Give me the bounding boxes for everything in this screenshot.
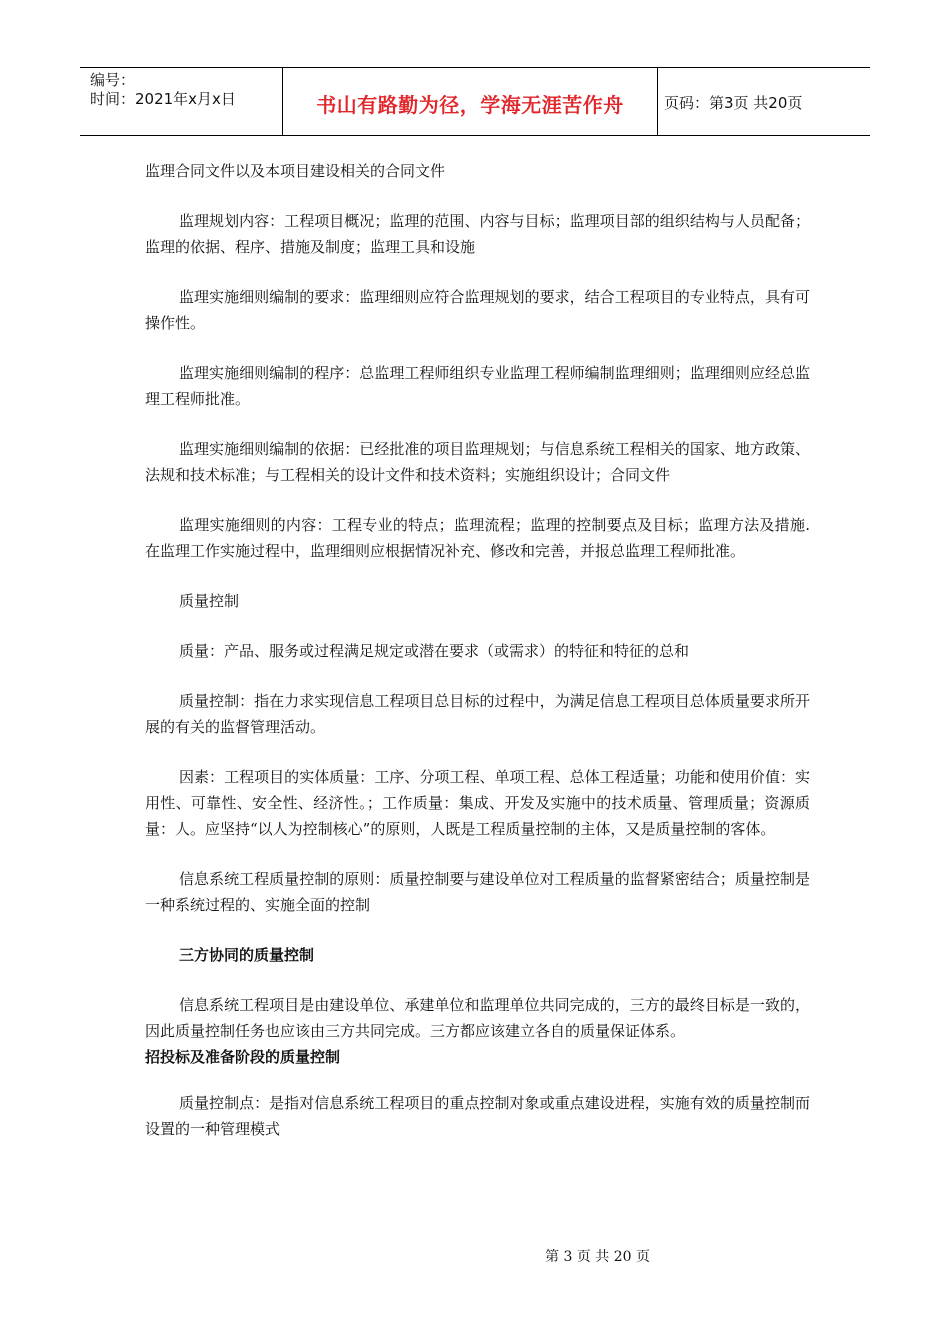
paragraph: 质量控制点：是指对信息系统工程项目的重点控制对象或重点建设进程，实施有效的质量控制而设置的一种管理模式 [145, 1094, 810, 1138]
paragraph: 信息系统工程质量控制的原则：质量控制要与建设单位对工程质量的监督紧密结合；质量控制是一种系统过程的、实施全面的控制 [145, 870, 810, 914]
page-footer: 第 3 页 共 20 页 [545, 1249, 650, 1265]
document-number-label: 编号： [90, 71, 136, 89]
section-heading: 招投标及准备阶段的质量控制 [145, 1048, 341, 1066]
section-heading: 三方协同的质量控制 [179, 946, 315, 964]
paragraph: 监理实施细则编制的程序：总监理工程师组织专业监理工程师编制监理细则；监理细则应经总监理工程师批准。 [145, 364, 810, 408]
section-title: 质量控制 [179, 592, 240, 610]
paragraph: 监理合同文件以及本项目建设相关的合同文件 [145, 162, 446, 180]
paragraph: 监理实施细则编制的要求：监理细则应符合监理规划的要求，结合工程项目的专业特点，具有可操作性。 [145, 288, 810, 332]
paragraph: 质量控制：指在力求实现信息工程项目总目标的过程中，为满足信息工程项目总体质量要求所开展的有关的监督管理活动。 [145, 692, 810, 736]
paragraph: 质量：产品、服务或过程满足规定或潜在要求（或需求）的特征和特征的总和 [179, 642, 690, 660]
header-motto: 书山有路勤为径，学海无涯苦作舟 [283, 68, 658, 135]
paragraph: 监理实施细则编制的依据：已经批准的项目监理规划；与信息系统工程相关的国家、地方政策、法规和技术标准；与工程相关的设计文件和技术资料；实施组织设计；合同文件 [145, 440, 810, 484]
header-page-info: 页码：第3页 共20页 [664, 94, 803, 112]
paragraph: 信息系统工程项目是由建设单位、承建单位和监理单位共同完成的，三方的最终目标是一致的，因此质量控制任务也应该由三方共同完成。三方都应该建立各自的质量保证体系。 [145, 996, 810, 1040]
header-meta [80, 68, 283, 135]
document-date-label: 时间：2021年x月x日 [90, 90, 236, 108]
paragraph: 监理规划内容：工程项目概况；监理的范围、内容与目标；监理项目部的组织结构与人员配备；监理的依据、程序、措施及制度；监理工具和设施 [145, 212, 810, 256]
paragraph: 监理实施细则的内容：工程专业的特点；监理流程；监理的控制要点及目标；监理方法及措施.在监理工作实施过程中，监理细则应根据情况补充、修改和完善，并报总监理工程师批准。 [145, 516, 810, 560]
document-body [145, 158, 810, 1166]
page-header [80, 67, 870, 136]
paragraph: 因素：工程项目的实体质量：工序、分项工程、单项工程、总体工程适量；功能和使用价值：实用性、可靠性、安全性、经济性。；工作质量：集成、开发及实施中的技术质量、管理质量；资源质量：人。应坚持“以人为控制核心”的原则，人既是工程质量控制的主体，又是质量控制的客体。 [145, 768, 810, 838]
